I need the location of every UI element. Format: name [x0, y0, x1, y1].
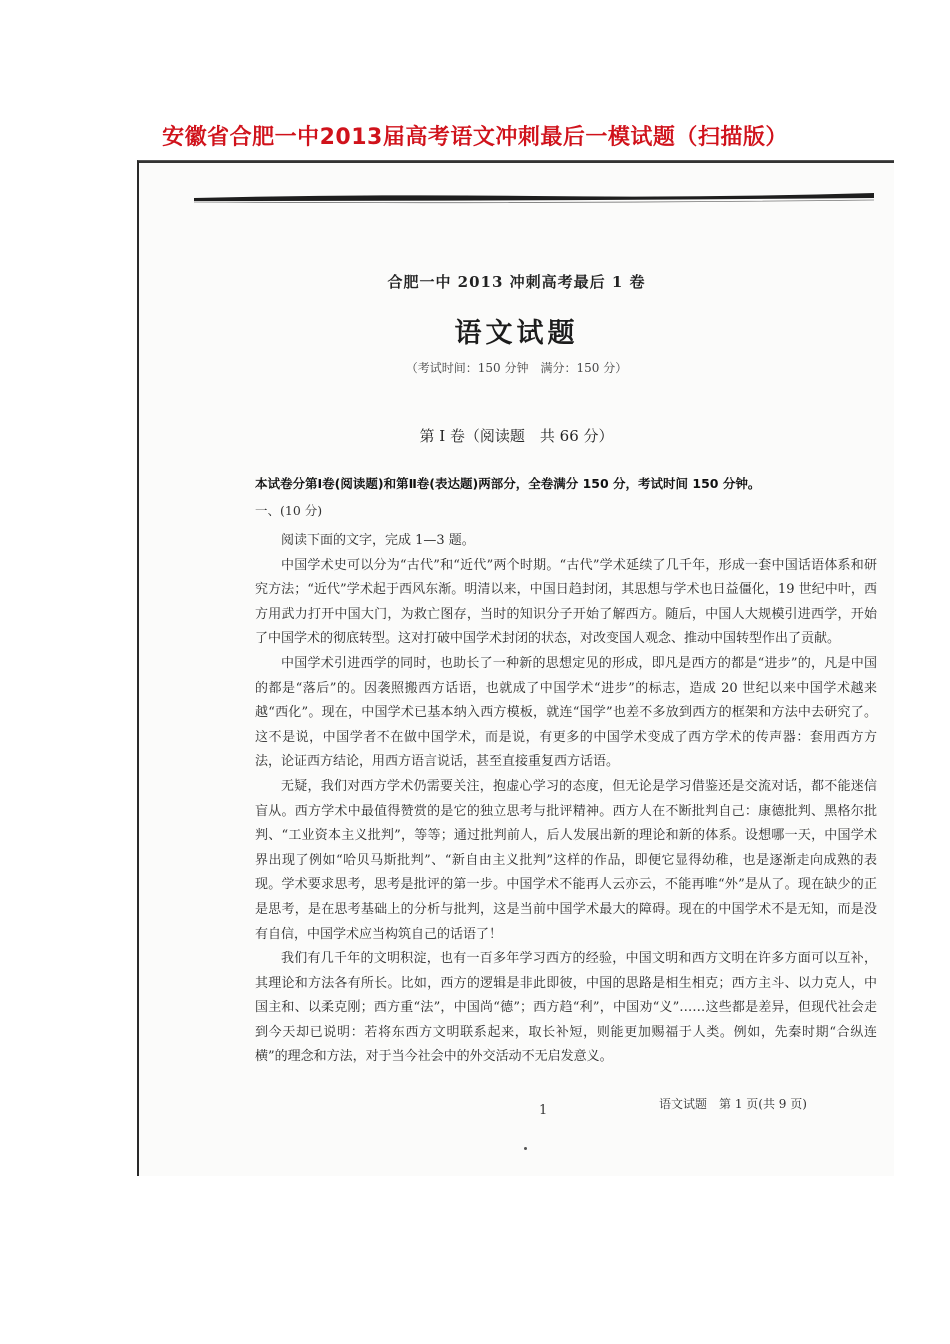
scanned-exam-page [137, 160, 894, 1176]
scan-speck [524, 1147, 527, 1150]
exam-instructions: 本试卷分第Ⅰ卷(阅读题)和第Ⅱ卷(表达题)两部分，全卷满分 150 分，考试时间 150 分钟。 [255, 476, 761, 491]
exam-meta: （考试时间：150 分钟 满分：150 分） [405, 361, 628, 375]
reading-passage [255, 529, 877, 1070]
page-number: 1 [539, 1103, 548, 1118]
document-header: 安徽省合肥一中2013届高考语文冲刺最后一模试题（扫描版） [162, 125, 788, 150]
paragraph: 中国学术引进西学的同时，也助长了一种新的思想定见的形成，即凡是西方的都是“进步”的，凡是中国的都是“落后”的。因袭照搬西方话语，也就成了中国学术“进步”的标志，造成 20 世纪以来中国学术越来越“西化”。现在，中国学术已基本纳入西方模板，就连“国学”也差不多放到西方的框架和方法中去研究了。这不是说，中国学者不在做中国学术，而是说，有更多的中国学术变成了西方学术的传声器：套用西方方法，论证西方结论，用西方语言说话，甚至直接重复西方话语。 [255, 655, 877, 770]
paragraph: 无疑，我们对西方学术仍需要关注，抱虚心学习的态度，但无论是学习借鉴还是交流对话，都不能迷信盲从。西方学术中最值得赞赏的是它的独立思考与批评精神。西方人在不断批判自己：康德批判、黑格尔批判、“工业资本主义批判”，等等；通过批判前人，后人发展出新的理论和新的体系。设想哪一天，中国学术界出现了例如“哈贝马斯批判”、“新自由主义批判”这样的作品，即便它显得幼稚，也是逐渐走向成熟的表现。学术要求思考，思考是批评的第一步。中国学术不能再人云亦云，不能再唯“外”是从了。现在缺少的正是思考，是在思考基础上的分析与批判，这是当前中国学术最大的障碍。现在的中国学术不是无知，而是没有自信，中国学术应当构筑自己的话语了！ [255, 778, 877, 942]
binding-line [194, 189, 874, 205]
exam-title: 语文试题 [454, 318, 579, 349]
paragraph: 我们有几千年的文明积淀，也有一百多年学习西方的经验，中国文明和西方文明在许多方面可以互补，其理论和方法各有所长。比如，西方的逻辑是非此即彼，中国的思路是相生相克；西方主斗、以力克人，中国主和、以柔克刚；西方重“法”，中国尚“德”；西方趋“利”，中国劝“义”……这些都是差异，但现代社会走到今天却已说明：若将东西方文明联系起来，取长补短，则能更加赐福于人类。例如，先秦时期“合纵连横”的理念和方法，对于当今社会中的外交活动不无启发意义。 [255, 951, 877, 1065]
section-title: 第 Ⅰ 卷（阅读题 共 66 分） [419, 427, 614, 445]
scan-top-edge [139, 161, 894, 163]
page-info: 语文试题 第 1 页(共 9 页) [659, 1097, 807, 1111]
paragraph: 阅读下面的文字，完成 1—3 题。 [281, 533, 475, 548]
exam-code: 合肥一中 2013 冲刺高考最后 1 卷 [387, 273, 646, 291]
paragraph: 中国学术史可以分为“古代”和“近代”两个时期。“古代”学术延续了几千年，形成一套中国话语体系和研究方法；“近代”学术起于西风东渐。明清以来，中国日趋封闭，其思想与学术也日益僵化，19 世纪中叶，西方用武力打开中国大门，为救亡图存，当时的知识分子开始了解西方。随后，中国人大规模引进西学，开始了中国学术的彻底转型。这对打破中国学术封闭的状态，对改变国人观念、推动中国转型作出了贡献。 [255, 557, 877, 647]
part-label: 一、(10 分) [255, 503, 323, 518]
